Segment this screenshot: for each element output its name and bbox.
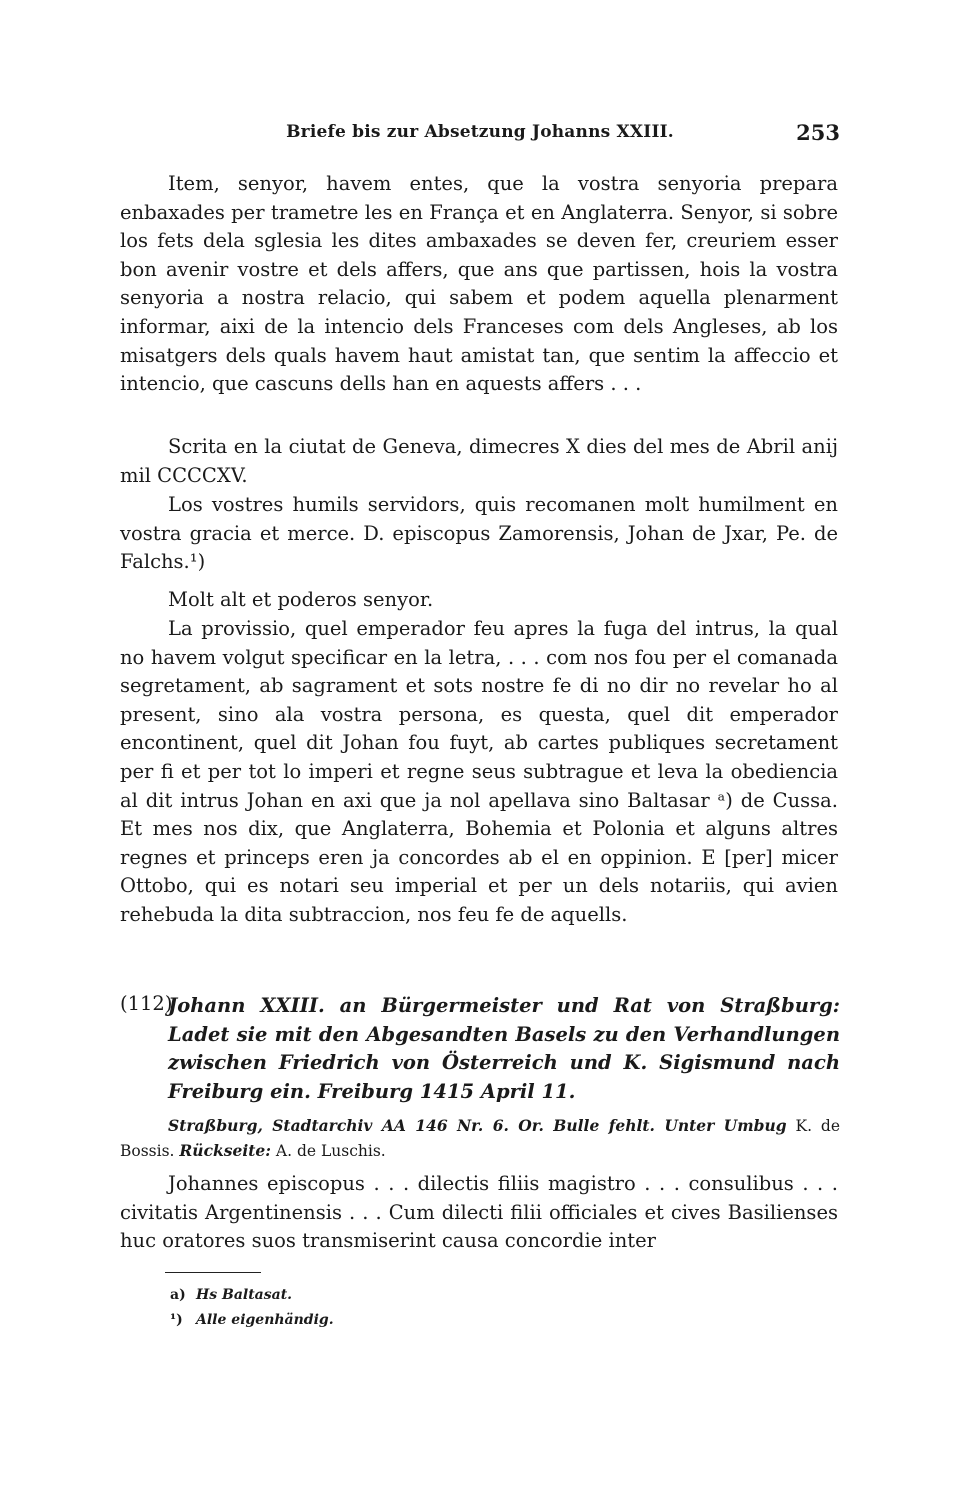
entry-number: (112) — [120, 992, 173, 1015]
source-archive: Straßburg, Stadtarchiv AA 146 Nr. 6. Or. Bulle fehlt. Unter Umbug — [168, 1116, 787, 1135]
footnote-item — [170, 1308, 570, 1333]
page-number: 253 — [796, 120, 840, 145]
source-verso-name: A. de Luschis. — [275, 1141, 386, 1160]
source-note — [120, 1114, 840, 1163]
footnote-text: Alle eigenhändig. — [196, 1312, 334, 1328]
footnotes — [170, 1283, 570, 1333]
paragraph-salutation: Molt alt et poderos senyor. — [168, 588, 434, 611]
document-entry-heading — [120, 992, 840, 1106]
footnote-mark: ¹) — [170, 1312, 183, 1328]
paragraph-item-senyor: Item, senyor, havem entes, que la vostra senyoria prepara enbaxades per trametre les en França et en Anglaterra. Senyor, si sobre los fets dela sglesia les dites ambaxades se deven fer, creuriem esser bon avenir vostre et dels affers, que ans que partissen, hois la vostra senyoria a nostra relacio, qui sabem et podem aquella plenarment informar, aixi de la intencio dels Franceses com dels Angleses, ab los misatgers dels quals havem haut amistat tan, que sentim la affeccio et intencio, que cascuns dells han en aquests affers . . . — [120, 172, 838, 396]
running-head: Briefe bis zur Absetzung Johanns XXIII. — [286, 122, 674, 142]
footnote-divider — [165, 1272, 261, 1273]
page-header — [120, 122, 840, 150]
paragraph-provissio: La provissio, quel emperador feu apres la fuga del intrus, la qual no havem volgut specificar en la letra, . . . com nos fou per el comanada segretament, ab sagrament et sots nostre fe di no dir no revelar ho al present, sino ala vostra persona, es questa, quel dit emperador encontinent, quel dit Johan fou fuyt, ab cartes publiques secretament per fi et per tot lo imperi et regne seus subtrague et leva la obediencia al dit intrus Johan en axi que ja nol apellava sino Baltasar ᵃ) de Cussa. Et mes nos dix, que Anglaterra, Bohemia et Polonia et alguns altres regnes et princeps eren ja concordes ab el en oppinion. E [per] micer Ottobo, qui es notari seu imperial et per un dels notariis, qui avien rehebuda la dita subtraccion, nos feu fe de aquells. — [120, 617, 838, 926]
footnote-mark: a) — [170, 1287, 186, 1303]
paragraph-letter-text: Johannes episcopus . . . dilectis filiis magistro . . . consulibus . . . civitatis Argentinensis . . . Cum dilecti filii officiales et cives Basilienses huc oratores suos transmiserint causa concordie inter — [120, 1172, 838, 1253]
footnote-text: Hs Baltasat. — [196, 1287, 293, 1303]
entry-title: Johann XXIII. an Bürgermeister und Rat von Straßburg: Ladet sie mit den Abgesandten Basels zu den Verhandlungen zwischen Friedrich von Österreich und K. Sigismund nach Freiburg ein. Freiburg 1415 April 11. — [168, 994, 840, 1103]
paragraph-date: Scrita en la ciutat de Geneva, dimecres X dies del mes de Abril anij mil CCCCXV. — [120, 435, 838, 487]
footnote-item — [170, 1283, 570, 1308]
source-notary: K. de Bossis. — [120, 1117, 841, 1160]
source-verso-label: Rückseite: — [179, 1140, 271, 1160]
paragraph-signatories: Los vostres humils servidors, quis recomanen molt humilment en vostra gracia et merce. D. episcopus Zamorensis, Johan de Jxar, Pe. de Falchs.¹) — [120, 493, 838, 574]
